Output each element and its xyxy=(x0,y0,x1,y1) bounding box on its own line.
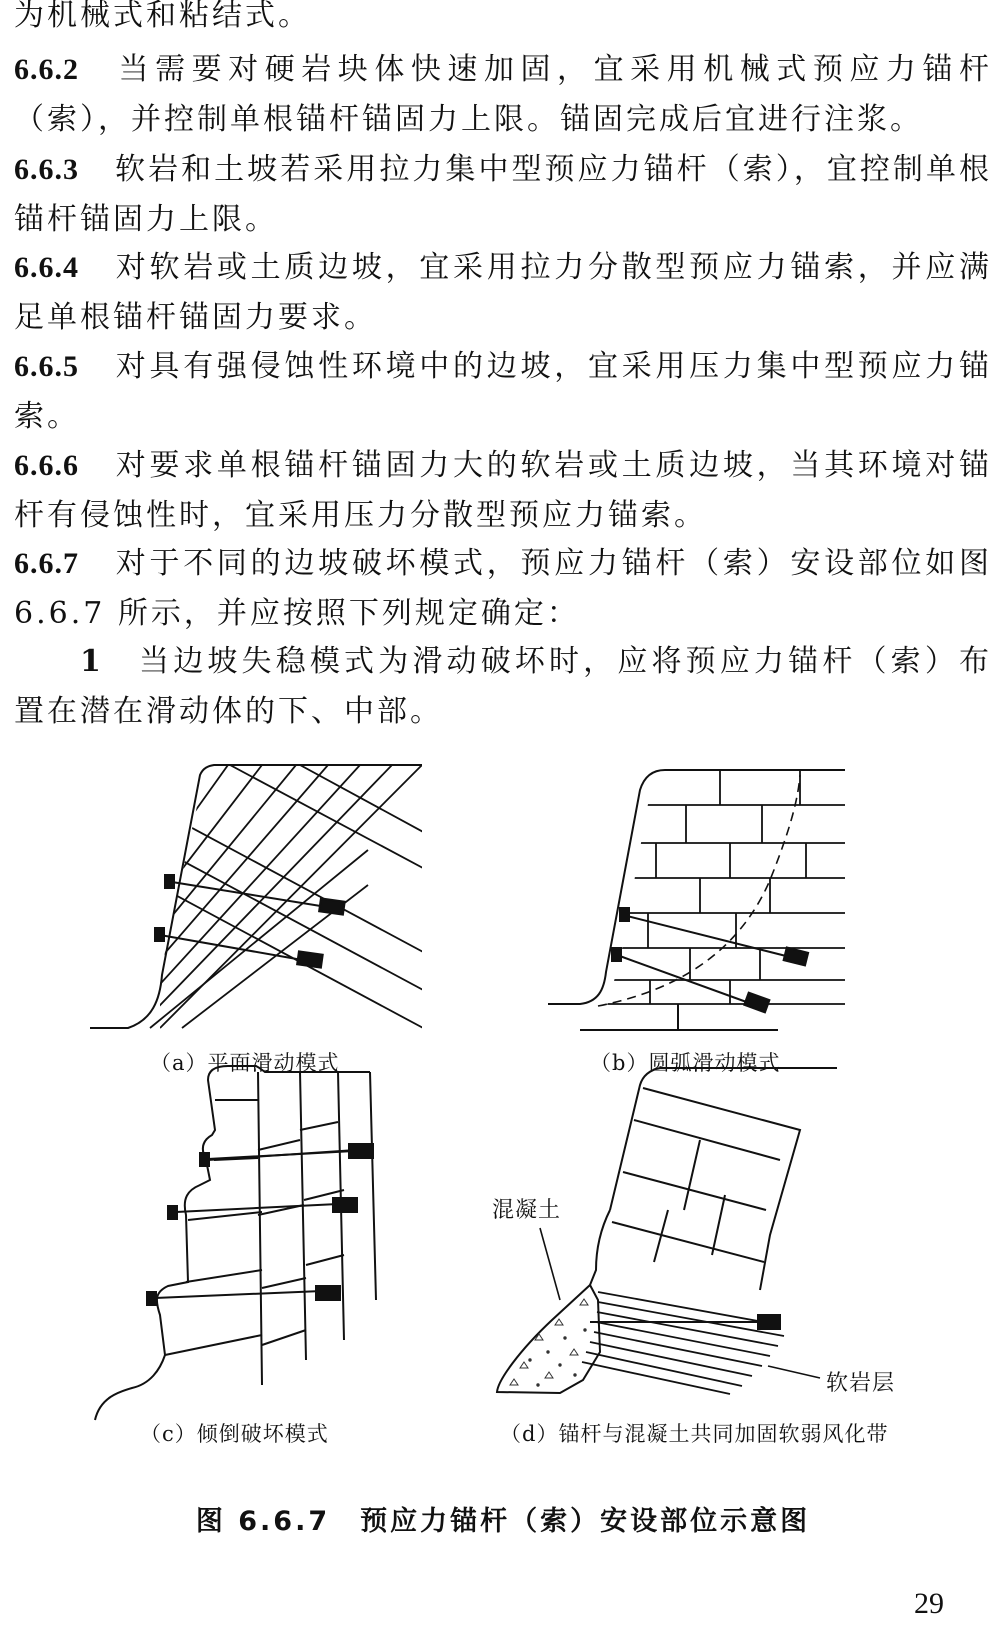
item-number: 1 xyxy=(80,644,104,679)
label-soft-rock-layer: 软岩层 xyxy=(826,1371,896,1396)
caption-b: （b）圆弧滑动模式 xyxy=(590,1051,781,1075)
item-text: 当边坡失稳模式为滑动破坏时，应将预应力锚杆（索）布置在潜在滑动体的下、中部。 xyxy=(14,644,992,729)
diagram-circular-sliding xyxy=(548,770,845,1030)
clause-number: 6.6.6 xyxy=(14,449,79,482)
figure-title: 图 6.6.7 预应力锚杆（索）安设部位示意图 xyxy=(195,1506,811,1537)
clause-number: 6.6.5 xyxy=(14,350,79,383)
clause-text: 对于不同的边坡破坏模式，预应力锚杆（索）安设部位如图 6.6.7 所示，并应按照下列规定确定： xyxy=(14,546,992,631)
caption-a: （a）平面滑动模式 xyxy=(150,1051,340,1075)
page-number: 29 xyxy=(914,1587,944,1620)
diagram-toppling-failure xyxy=(95,1066,376,1420)
clause-number: 6.6.4 xyxy=(14,251,79,284)
clause-number: 6.6.3 xyxy=(14,153,79,186)
clause-number: 6.6.7 xyxy=(14,547,79,580)
caption-c: （c）倾倒破坏模式 xyxy=(140,1422,329,1446)
clause-text: 软岩和土坡若采用拉力集中型预应力锚杆（索），宜控制单根锚杆锚固力上限。 xyxy=(14,152,992,237)
diagram-planar-sliding xyxy=(40,765,438,1036)
clause-text: 对软岩或土质边坡，宜采用拉力分散型预应力锚索，并应满足单根锚杆锚固力要求。 xyxy=(14,250,992,335)
clause-text: 对具有强侵蚀性环境中的边坡，宜采用压力集中型预应力锚索。 xyxy=(14,349,992,434)
caption-d: （d）锚杆与混凝土共同加固软弱风化带 xyxy=(500,1422,889,1446)
clause-number: 6.6.2 xyxy=(14,53,79,86)
clause-text: 当需要对硬岩块体快速加固，宜采用机械式预应力锚杆（索），并控制单根锚杆锚固力上限。锚固完成后宜进行注浆。 xyxy=(14,52,992,137)
clause-text: 对要求单根锚杆锚固力大的软岩或土质边坡，当其环境对锚杆有侵蚀性时，宜采用压力分散型预应力锚索。 xyxy=(14,448,992,533)
diagram-anchor-concrete-reinforcement xyxy=(497,1068,837,1394)
paragraph-text: 为机械式和粘结式。 xyxy=(14,0,311,33)
label-concrete: 混凝土 xyxy=(492,1198,562,1223)
